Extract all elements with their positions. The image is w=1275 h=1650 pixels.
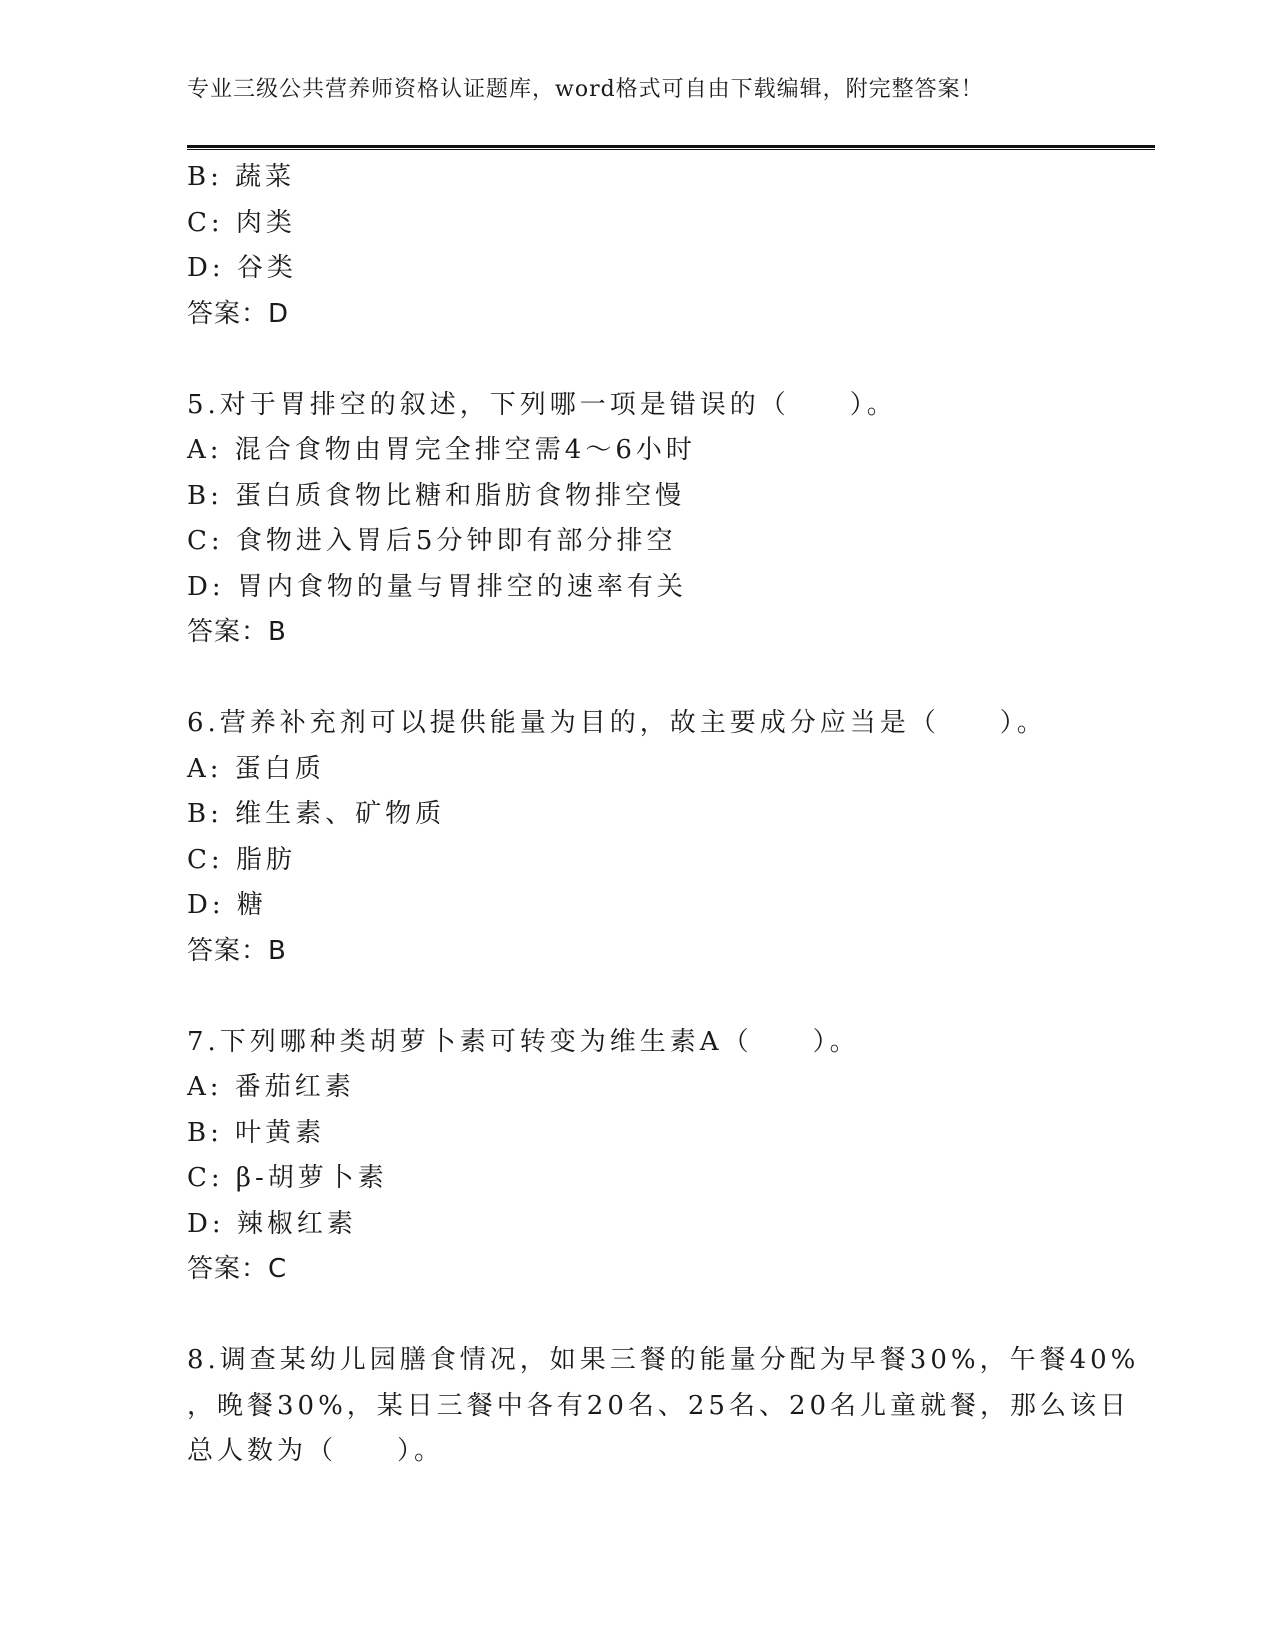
question-4 xyxy=(187,155,1087,337)
option-d: D: 胃内食物的量与胃排空的速率有关 xyxy=(187,571,687,602)
option-d: D: 糖 xyxy=(187,890,267,920)
option-c: C: 脂肪 xyxy=(187,844,296,875)
question-text: 6.营养补充剂可以提供能量为目的，故主要成分应当是（ ）。 xyxy=(187,708,1047,738)
answer: 答案：B xyxy=(187,935,287,966)
header-divider xyxy=(187,145,1155,150)
option-c: C: β-胡萝卜素 xyxy=(187,1163,388,1193)
answer: 答案：B xyxy=(187,617,287,647)
page-header: 专业三级公共营养师资格认证题库，word格式可自由下载编辑，附完整答案！ xyxy=(187,77,984,102)
option-b: B: 蛋白质食物比糖和脂肪食物排空慢 xyxy=(187,480,686,511)
answer: 答案：D xyxy=(187,298,290,329)
spacer xyxy=(187,656,1087,702)
question-text: 7.下列哪种类胡萝卜素可转变为维生素A（ ）。 xyxy=(187,1026,860,1057)
option-a: A: 混合食物由胃完全排空需4～6小时 xyxy=(187,435,696,465)
question-8 xyxy=(187,1338,1140,1475)
answer: 答案：C xyxy=(187,1254,288,1284)
question-content xyxy=(187,155,1140,1475)
option-b: B: 维生素、矿物质 xyxy=(187,799,446,829)
question-text: 5.对于胃排空的叙述，下列哪一项是错误的（ ）。 xyxy=(187,389,897,420)
question-text-line-3: 总人数为（ ）。 xyxy=(187,1436,445,1466)
spacer xyxy=(187,1293,1087,1339)
question-5 xyxy=(187,383,1087,656)
option-b: B: 叶黄素 xyxy=(187,1117,326,1148)
option-c: C: 食物进入胃后5分钟即有部分排空 xyxy=(187,526,677,556)
spacer xyxy=(187,337,1087,383)
option-b: B: 蔬菜 xyxy=(187,162,296,192)
spacer xyxy=(187,974,1087,1020)
question-text-line-2: ，晚餐30%，某日三餐中各有20名、25名、20名儿童就餐，那么该日 xyxy=(187,1390,1131,1421)
question-7 xyxy=(187,1020,1087,1293)
option-a: A: 蛋白质 xyxy=(187,753,325,784)
question-6 xyxy=(187,701,1087,974)
option-d: D: 谷类 xyxy=(187,253,297,283)
question-text-line-1: 8.调查某幼儿园膳食情况，如果三餐的能量分配为早餐30%，午餐40% xyxy=(187,1345,1140,1375)
option-c: C: 肉类 xyxy=(187,207,296,238)
option-a: A: 番茄红素 xyxy=(187,1072,355,1102)
option-d: D: 辣椒红素 xyxy=(187,1208,357,1239)
